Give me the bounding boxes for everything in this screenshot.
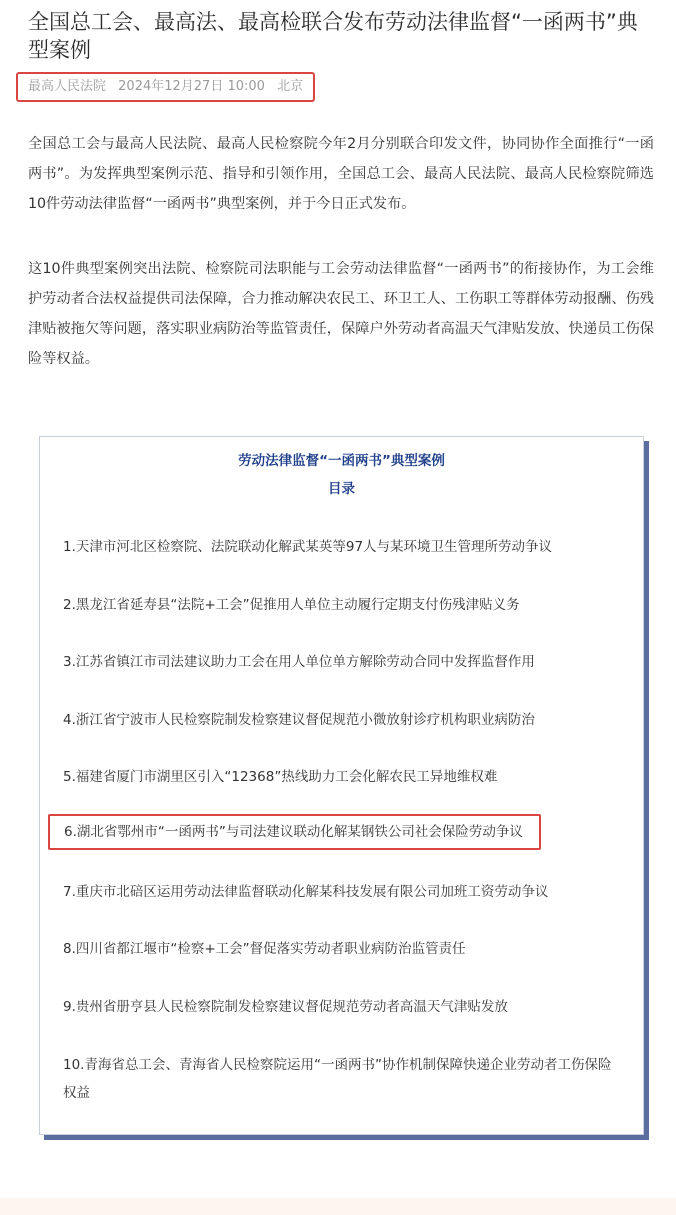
page-footer-strip [0, 1198, 676, 1215]
article-date: 2024年12月27日 10:00 [118, 79, 265, 94]
catalog-title: 劳动法律监督“一函两书”典型案例 [238, 453, 445, 469]
case-catalog-card [39, 436, 644, 1135]
case-item-9: 9.贵州省册亨县人民检察院制发检察建议督促规范劳动者高温天气津贴发放 [63, 999, 508, 1015]
case-item-6-highlighted: 6.湖北省鄂州市“一函两书”与司法建议联动化解某钢铁公司社会保险劳动争议 [48, 814, 541, 850]
case-item-4: 4.浙江省宁波市人民检察院制发检察建议督促规范小微放射诊疗机构职业病防治 [63, 712, 535, 728]
article-location: 北京 [277, 79, 304, 94]
article-paragraph: 这10件典型案例突出法院、检察院司法职能与工会劳动法律监督“一函两书”的衔接协作，为工会维护劳动者合法权益提供司法保障，合力推动解决农民工、环卫工人、工伤职工等群体劳动报酬、伤残津贴被拖欠等问题，落实职业病防治等监管责任，保障户外劳动者高温天气津贴发放、快递员工伤保险等权益。 [28, 261, 654, 367]
case-item-2: 2.黑龙江省延寿县“法院+工会”促推用人单位主动履行定期支付伤残津贴义务 [63, 597, 520, 613]
catalog-subtitle: 目录 [328, 481, 355, 497]
article-title: 全国总工会、最高法、最高检联合发布劳动法律监督“一函两书”典型案例 [28, 10, 638, 62]
article-source[interactable]: 最高人民法院 [28, 79, 107, 94]
article-meta [16, 72, 315, 102]
case-item-7: 7.重庆市北碚区运用劳动法律监督联动化解某科技发展有限公司加班工资劳动争议 [63, 884, 549, 900]
case-item-5: 5.福建省厦门市湖里区引入“12368”热线助力工会化解农民工异地维权难 [63, 769, 498, 785]
case-item-10: 10.青海省总工会、青海省人民检察院运用“一函两书”协作机制保障快递企业劳动者工伤保险权益 [63, 1057, 612, 1101]
case-item-3: 3.江苏省镇江市司法建议助力工会在用人单位单方解除劳动合同中发挥监督作用 [63, 654, 535, 670]
case-item-1: 1.天津市河北区检察院、法院联动化解武某英等97人与某环境卫生管理所劳动争议 [63, 539, 553, 555]
case-item-8: 8.四川省都江堰市“检察+工会”督促落实劳动者职业病防治监管责任 [63, 941, 466, 957]
article-paragraph: 全国总工会与最高人民法院、最高人民检察院今年2月分别联合印发文件，协同协作全面推行“一函两书”。为发挥典型案例示范、指导和引领作用，全国总工会、最高人民法院、最高人民检察院筛选10件劳动法律监督“一函两书”典型案例，并于今日正式发布。 [28, 136, 654, 212]
